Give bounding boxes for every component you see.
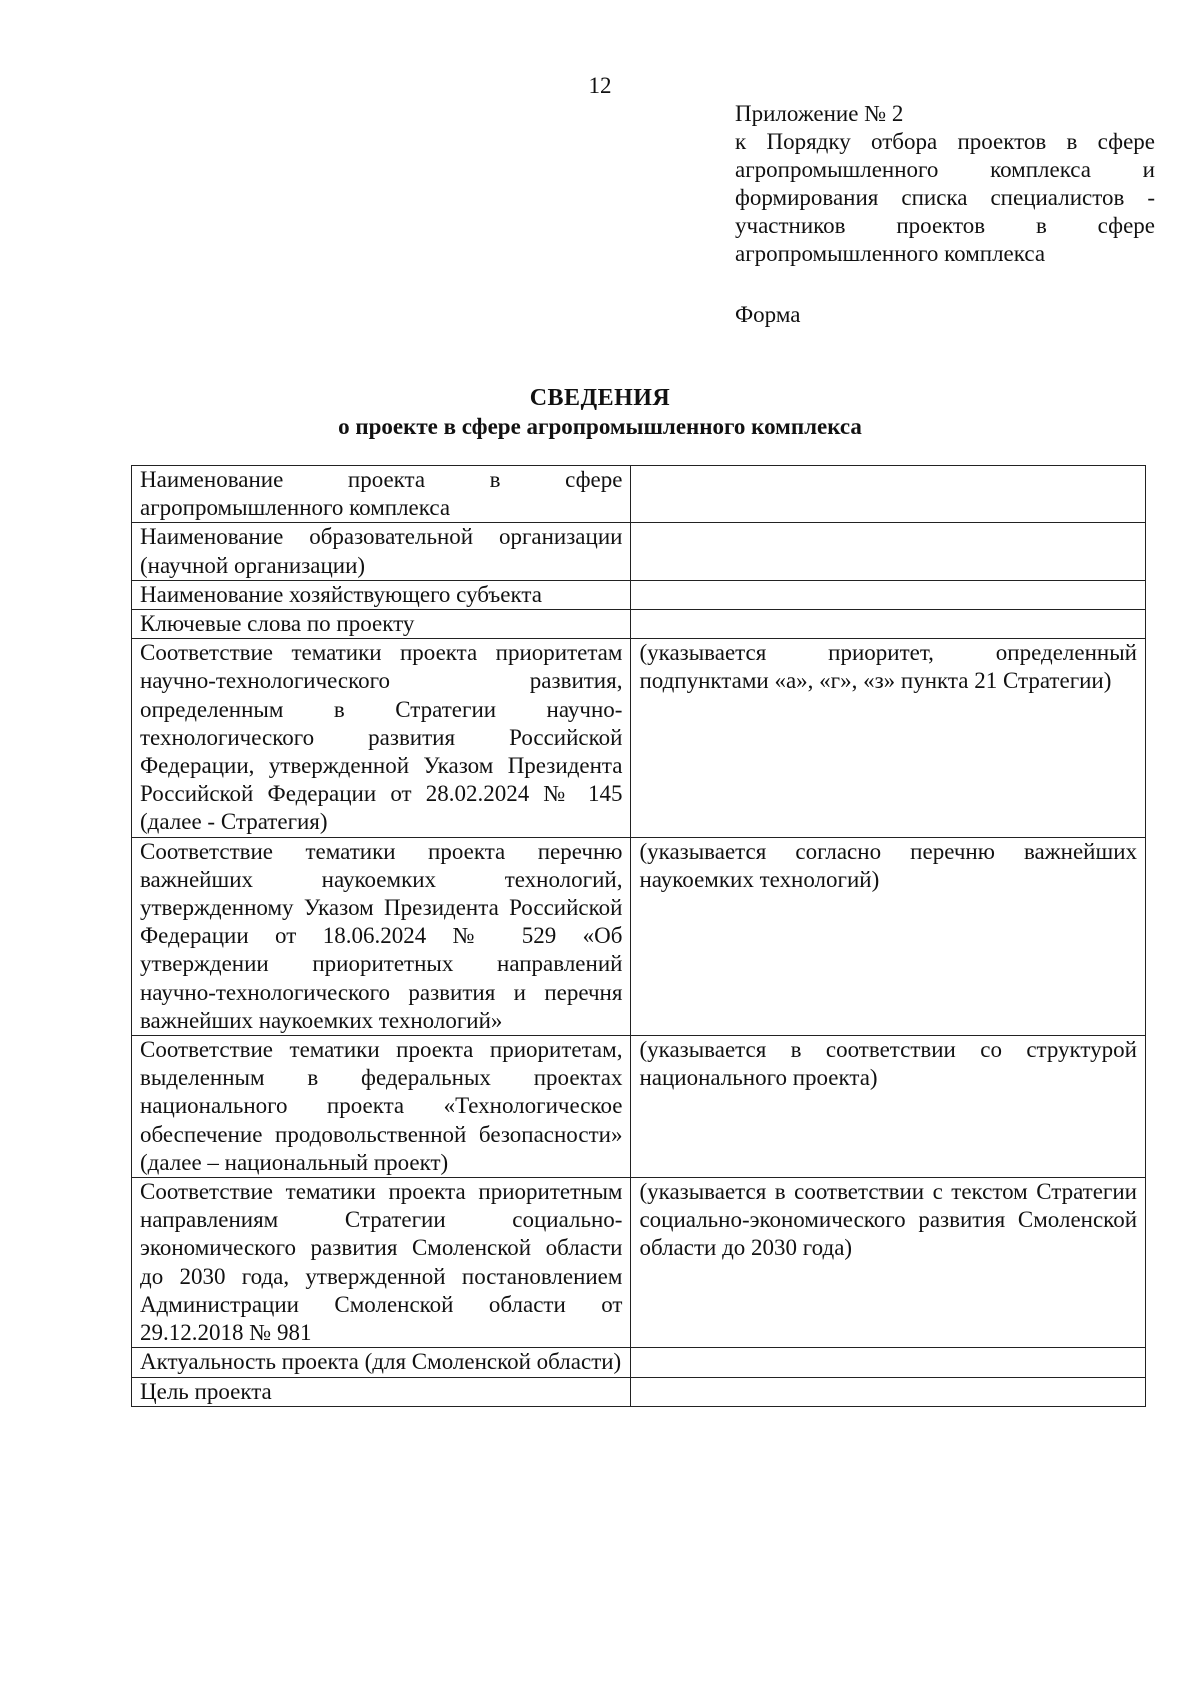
table-row <box>132 466 1146 523</box>
appendix-line: агропромышленного комплекса и <box>735 157 1155 182</box>
document-title: СВЕДЕНИЯ <box>529 385 671 411</box>
row-label: Соответствие тематики проекта перечню важнейших наукоемких технологий, утвержденному Указом Президента Российской Федерации от 18.06.2024 № 529 «Об утверждении приоритетных направлений научно-технологического развития и перечня важнейших наукоемких технологий» <box>132 837 631 1035</box>
appendix-line: агропромышленного комплекса <box>735 241 1046 266</box>
row-value <box>631 580 1146 609</box>
table-row <box>132 580 1146 609</box>
project-info-table <box>131 465 1146 1407</box>
appendix-title: Приложение № 2 <box>735 101 904 126</box>
table-row <box>132 1036 1146 1178</box>
row-value: (указывается согласно перечню важнейших наукоемких технологий) <box>631 837 1146 1035</box>
document-subtitle: о проекте в сфере агропромышленного комплекса <box>338 414 862 439</box>
table-row <box>132 1178 1146 1348</box>
row-value: (указывается в соответствии со структурой национального проекта) <box>631 1036 1146 1178</box>
row-value <box>631 1348 1146 1377</box>
table-row <box>132 610 1146 639</box>
row-label: Соответствие тематики проекта приоритетам, выделенным в федеральных проектах национального проекта «Технологическое обеспечение продовольственной безопасности» (далее – национальный проект) <box>132 1036 631 1178</box>
row-label: Соответствие тематики проекта приоритетным направлениям Стратегии социально-экономического развития Смоленской области до 2030 года, утвержденной постановлением Администрации Смоленской области от 29.12.2018 № 981 <box>132 1178 631 1348</box>
appendix-line: формирования списка специалистов - <box>735 185 1155 210</box>
form-label: Форма <box>735 302 801 327</box>
row-value <box>631 610 1146 639</box>
row-value: (указывается приоритет, определенный подпунктами «а», «г», «з» пункта 21 Стратегии) <box>631 639 1146 837</box>
table-row <box>132 1348 1146 1377</box>
row-label: Наименование образовательной организации (научной организации) <box>132 523 631 580</box>
row-value <box>631 466 1146 523</box>
row-label: Цель проекта <box>132 1377 631 1406</box>
row-label: Ключевые слова по проекту <box>132 610 631 639</box>
table-row <box>132 639 1146 837</box>
row-value: (указывается в соответствии с текстом Стратегии социально-экономического развития Смоленской области до 2030 года) <box>631 1178 1146 1348</box>
row-label: Актуальность проекта (для Смоленской области) <box>132 1348 631 1377</box>
row-label: Соответствие тематики проекта приоритетам научно-технологического развития, определенным в Стратегии научно-технологического развития Российской Федерации, утвержденной Указом Президента Российской Федерации от 28.02.2024 № 145 (далее - Стратегия) <box>132 639 631 837</box>
appendix-line: участников проектов в сфере <box>735 213 1155 238</box>
table-row <box>132 1377 1146 1406</box>
table-row <box>132 523 1146 580</box>
row-label: Наименование хозяйствующего субъекта <box>132 580 631 609</box>
row-label: Наименование проекта в сфере агропромышленного комплекса <box>132 466 631 523</box>
appendix-header <box>735 100 1155 268</box>
row-value <box>631 523 1146 580</box>
table-row <box>132 837 1146 1035</box>
page-number: 12 <box>588 73 612 98</box>
row-value <box>631 1377 1146 1406</box>
appendix-line: к Порядку отбора проектов в сфере <box>735 129 1155 154</box>
